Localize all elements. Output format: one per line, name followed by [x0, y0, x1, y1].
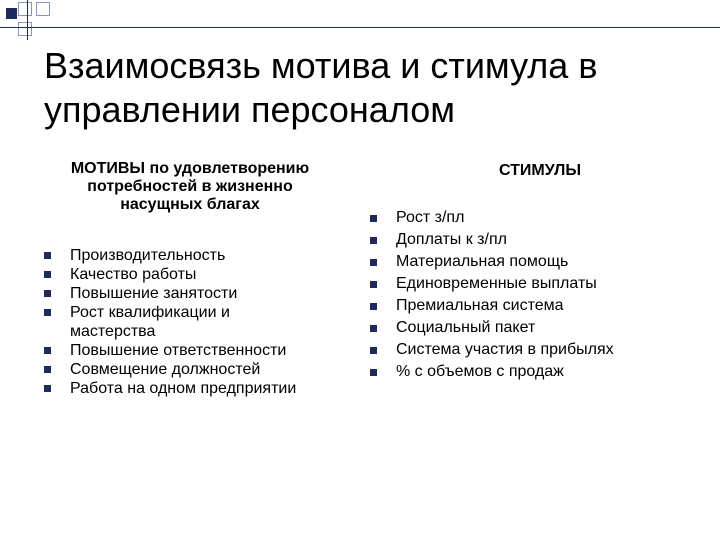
- stimulus-text: % с объемов с продаж: [396, 363, 564, 380]
- list-item: [368, 295, 688, 317]
- list-item: [368, 339, 688, 361]
- list-item: [42, 265, 342, 284]
- decor-square-4: [18, 22, 32, 36]
- square-bullet-icon: [370, 347, 377, 354]
- square-bullet-icon: [44, 347, 51, 354]
- motive-text: Качество работы: [70, 266, 197, 283]
- square-bullet-icon: [44, 271, 51, 278]
- decor-square-2: [18, 2, 32, 16]
- list-item: [42, 341, 342, 360]
- square-bullet-icon: [44, 252, 51, 259]
- motive-text: Совмещение должностей: [70, 361, 261, 378]
- decor-horizontal-line: [0, 27, 720, 28]
- stimuli-heading: СТИМУЛЫ: [499, 162, 581, 179]
- decor-vertical-line: [27, 0, 28, 40]
- motive-text: Рост квалификации и мастерства: [70, 304, 230, 340]
- list-item: [368, 251, 688, 273]
- stimulus-text: Система участия в прибылях: [396, 341, 614, 358]
- list-item: [368, 361, 688, 383]
- list-item: [42, 284, 342, 303]
- square-bullet-icon: [370, 259, 377, 266]
- square-bullet-icon: [370, 281, 377, 288]
- motives-list: [42, 246, 342, 398]
- square-bullet-icon: [370, 215, 377, 222]
- motives-heading: [40, 160, 340, 214]
- stimulus-text: Доплаты к з/пл: [396, 231, 507, 248]
- square-bullet-icon: [370, 369, 377, 376]
- square-bullet-icon: [44, 309, 51, 316]
- list-item: [368, 317, 688, 339]
- list-item: [368, 229, 688, 251]
- stimulus-text: Премиальная система: [396, 297, 564, 314]
- square-bullet-icon: [44, 385, 51, 392]
- motive-text: Повышение ответственности: [70, 342, 287, 359]
- motive-text: Работа на одном предприятии: [70, 380, 297, 397]
- stimulus-text: Рост з/пл: [396, 209, 465, 226]
- list-item: [368, 207, 688, 229]
- square-bullet-icon: [370, 237, 377, 244]
- square-bullet-icon: [44, 290, 51, 297]
- list-item: [368, 273, 688, 295]
- motive-text: Производительность: [70, 247, 226, 264]
- motives-heading-line-1: МОТИВЫ по удовлетворению: [70, 160, 310, 177]
- motive-text: Повышение занятости: [70, 285, 238, 302]
- decor-square-1: [6, 8, 17, 19]
- stimulus-text: Социальный пакет: [396, 319, 536, 336]
- stimuli-list: [368, 207, 688, 383]
- list-item: [42, 360, 342, 379]
- list-item: [42, 246, 342, 265]
- square-bullet-icon: [370, 303, 377, 310]
- stimulus-text: Материальная помощь: [396, 253, 569, 270]
- motives-heading-line-3: насущных благах: [120, 196, 260, 213]
- list-item: [42, 379, 342, 398]
- square-bullet-icon: [370, 325, 377, 332]
- stimulus-text: Единовременные выплаты: [396, 275, 597, 292]
- slide-title: Взаимосвязь мотива и стимула в управлении персоналом: [44, 45, 598, 130]
- list-item: [42, 303, 270, 341]
- motives-heading-line-2: потребностей в жизненно: [87, 178, 293, 195]
- square-bullet-icon: [44, 366, 51, 373]
- decor-square-3: [36, 2, 50, 16]
